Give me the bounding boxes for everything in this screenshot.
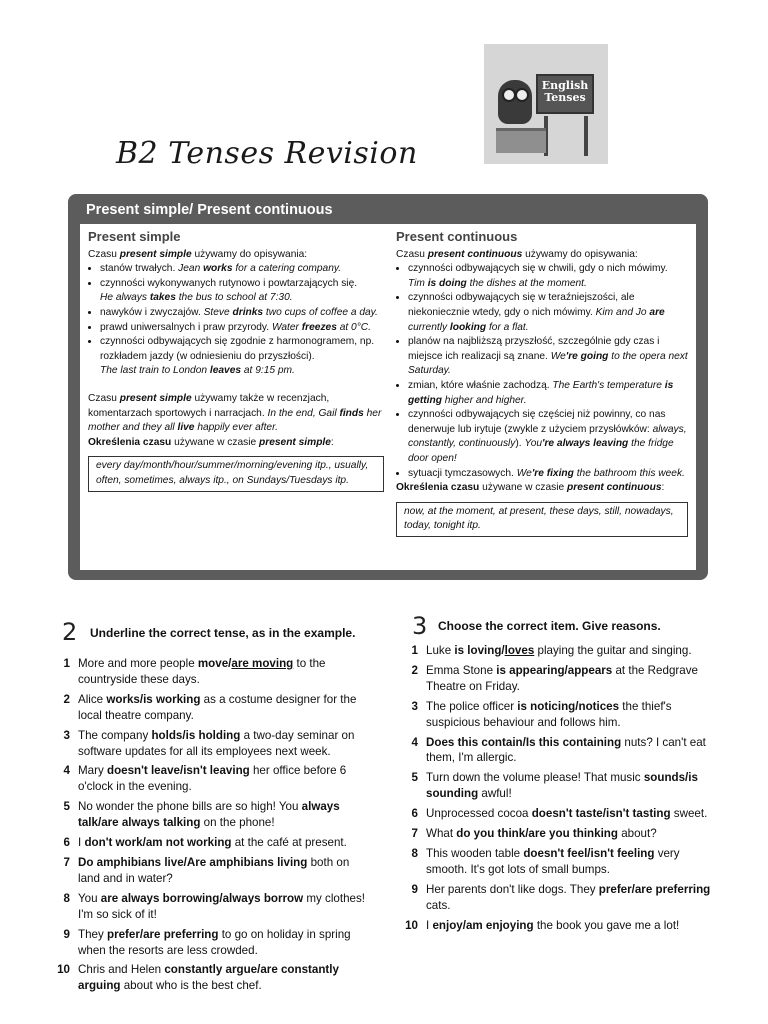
- usage-item: • stanów trwałych. Jean works for a catering company.: [100, 262, 384, 277]
- exercise-item: [400, 643, 718, 659]
- usage-item: • czynności odbywających się częściej niż powinny, co nas denerwuje lub irytuje (zwykle z użyciem przysłówków: always, constantly, continuously). You're always leaving the fridge door open!: [408, 408, 688, 466]
- item-text: What do you think/are you thinking about?: [426, 827, 657, 841]
- item-number: 1: [411, 644, 418, 657]
- exercise-instruction: Choose the correct item. Give reasons.: [438, 619, 661, 633]
- exercise-item: [52, 656, 370, 688]
- usage-list: [88, 262, 384, 379]
- exercise-item: [400, 699, 718, 731]
- section-title: Present simple: [88, 229, 181, 244]
- usage-item: • czynności odbywających się w chwili, gdy o nich mówimy. Tim is doing the dishes at the moment.: [408, 262, 688, 291]
- item-text: They prefer/are preferring to go on holiday in spring when the resorts are less crowded.: [78, 927, 351, 957]
- item-number: 9: [411, 882, 418, 896]
- item-text: I don't work/am not working at the café at present.: [78, 836, 347, 850]
- exercise-item: [400, 826, 718, 842]
- exercise-item: [52, 728, 370, 760]
- exercise-item: [52, 763, 370, 795]
- time-expressions-box: every day/month/hour/summer/morning/evening itp., usually, often, sometimes, always itp., on Sundays/Tuesdays itp.: [88, 456, 384, 491]
- item-text: Mary doesn't leave/isn't leaving her office before 6 o'clock in the evening.: [78, 764, 347, 794]
- item-text: I enjoy/am enjoying the book you gave me a lot!: [426, 918, 680, 932]
- intro-text: Czasu present simple używamy do opisywania:: [88, 248, 308, 260]
- page-title: B2 Tenses Revision: [116, 136, 418, 171]
- time-expressions-label: Określenia czasu używane w czasie present simple:: [88, 436, 334, 448]
- item-text: This wooden table doesn't feel/isn't feeling very smooth. It's got lots of small bumps.: [426, 846, 680, 876]
- exercise-number: 3: [412, 612, 428, 640]
- exercise-item: [400, 846, 718, 878]
- item-text: No wonder the phone bills are so high! You always talk/are always talking on the phone!: [78, 800, 340, 830]
- present-simple-section: [88, 230, 384, 492]
- time-expressions-box: now, at the moment, at present, these days, still, nowadays, today, tonight itp.: [396, 502, 688, 537]
- item-text: More and more people move/are moving to the countryside these days.: [78, 657, 326, 686]
- item-number: 10: [57, 963, 70, 977]
- item-number: 8: [411, 846, 418, 860]
- item-number: 3: [411, 699, 418, 713]
- exercise-2-items: [52, 656, 370, 998]
- item-number: 1: [63, 657, 70, 670]
- books-icon: [496, 128, 546, 153]
- item-number: 4: [411, 735, 418, 749]
- item-number: 8: [63, 891, 70, 905]
- item-text: Does this contain/Is this containing nuts? I can't eat them, I'm allergic.: [426, 735, 706, 765]
- item-text: Turn down the volume please! That music sounds/is sounding awful!: [426, 771, 698, 801]
- exercise-item: [52, 927, 370, 959]
- exercise-number: 2: [62, 618, 78, 646]
- item-number: 3: [63, 728, 70, 742]
- item-number: 2: [411, 663, 418, 677]
- item-text: Unprocessed cocoa doesn't taste/isn't tasting sweet.: [426, 807, 708, 821]
- exercise-item: [52, 835, 370, 851]
- exercise-item: [52, 799, 370, 831]
- usage-item: • czynności odbywających się zgodnie z harmonogramem, np. rozkładem jazdy (w odniesieniu do przyszłości). The last train to London leaves at 9:15 pm.: [100, 335, 384, 379]
- item-text: Emma Stone is appearing/appears at the Redgrave Theatre on Friday.: [426, 663, 698, 693]
- item-text: Alice works/is working as a costume designer for the local theatre company.: [78, 692, 357, 722]
- usage-item: • nawyków i zwyczajów. Steve drinks two cups of coffee a day.: [100, 306, 384, 321]
- intro-text: Czasu present continuous używamy do opisywania:: [396, 248, 638, 260]
- item-text: Do amphibians live/Are amphibians living both on land and in water?: [78, 855, 350, 885]
- item-text: You are always borrowing/always borrow my clothes! I'm so sick of it!: [78, 891, 365, 921]
- item-text: The police officer is noticing/notices the thief's suspicious behaviour and follows him.: [426, 699, 672, 729]
- usage-item: • zmian, które właśnie zachodzą. The Earth's temperature is getting higher and higher.: [408, 379, 688, 408]
- exercise-item: [400, 770, 718, 802]
- exercise-item: [400, 882, 718, 914]
- exercise-item: [400, 918, 718, 934]
- exercise-3-items: [400, 643, 718, 938]
- exercise-item: [400, 806, 718, 822]
- item-text: Luke is loving/loves playing the guitar and singing.: [426, 644, 692, 657]
- exercise-instruction: Underline the correct tense, as in the example.: [90, 626, 356, 640]
- usage-list: [396, 262, 688, 481]
- easel-leg-icon: [584, 116, 588, 156]
- english-tenses-logo: [484, 44, 608, 164]
- time-expressions-label: Określenia czasu używane w czasie present continuous:: [396, 482, 665, 494]
- panel-content: [80, 224, 696, 570]
- usage-item: • czynności wykonywanych rutynowo i powtarzających się. He always takes the bus to school at 7:30.: [100, 277, 384, 306]
- panel-heading: Present simple/ Present continuous: [86, 202, 333, 218]
- exercise-item: [52, 855, 370, 887]
- exercise-item: [52, 962, 370, 994]
- item-number: 9: [63, 927, 70, 941]
- item-number: 2: [63, 692, 70, 706]
- present-continuous-section: [396, 230, 688, 537]
- usage-item: • sytuacji tymczasowych. We're fixing the bathroom this week.: [408, 467, 688, 482]
- item-text: The company holds/is holding a two-day seminar on software updates for all its employees next week.: [78, 728, 355, 758]
- item-number: 7: [411, 827, 418, 841]
- item-number: 6: [63, 836, 70, 850]
- usage-item: • czynności odbywających się w teraźniejszości, ale niekoniecznie wtedy, gdy o nich mówimy. Kim and Jo are currently looking for a flat.: [408, 291, 688, 335]
- item-number: 5: [63, 800, 70, 814]
- item-text: Chris and Helen constantly argue/are constantly arguing about who is the best chef.: [78, 963, 339, 993]
- item-number: 5: [411, 771, 418, 785]
- usage-item: • planów na najbliższą przyszłość, szczególnie gdy czas i miejsce ich realizacji są znane. We're going to the opera next Saturday.: [408, 335, 688, 379]
- exercise-item: [400, 663, 718, 695]
- exercise-item: [52, 891, 370, 923]
- grammar-panel: [68, 194, 708, 580]
- usage-item: • prawd uniwersalnych i praw przyrody. Water freezes at 0°C.: [100, 321, 384, 336]
- item-number: 7: [63, 855, 70, 869]
- owl-icon: [498, 80, 532, 124]
- extra-usage-text: Czasu present simple używamy także w recenzjach, komentarzach sportowych i narracjach. In the end, Gail finds her mother and they all live happily ever after.: [88, 392, 382, 434]
- exercise-item: [52, 692, 370, 724]
- item-number: 4: [63, 764, 70, 778]
- logo-text: English Tenses: [536, 74, 594, 114]
- item-number: 10: [405, 918, 418, 932]
- exercise-item: [400, 735, 718, 767]
- item-text: Her parents don't like dogs. They prefer/are preferring cats.: [426, 882, 711, 912]
- section-title: Present continuous: [396, 229, 518, 244]
- item-number: 6: [411, 807, 418, 821]
